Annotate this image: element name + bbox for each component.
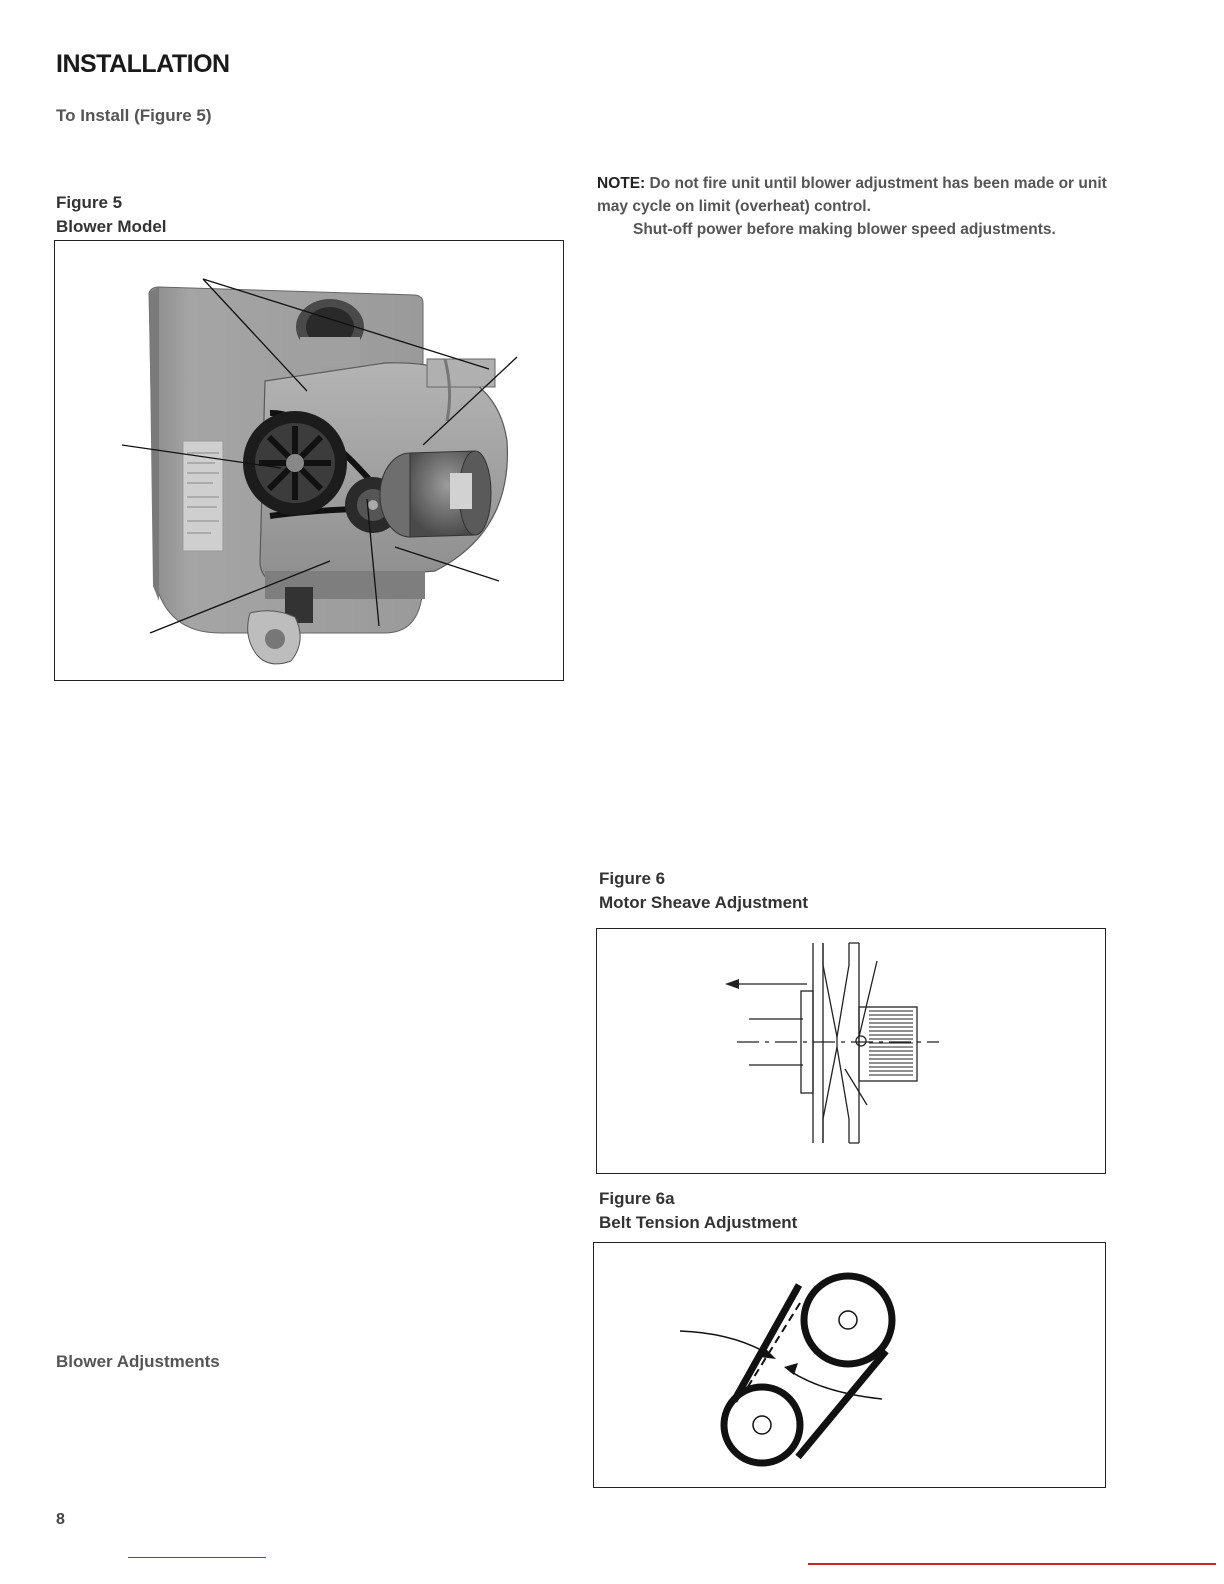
figure5-photo-frame: [54, 240, 564, 681]
link-underline[interactable]: [128, 1557, 266, 1558]
blower-photo-illustration: [55, 241, 563, 680]
figure6-label: [599, 867, 808, 915]
figure6a-label: [599, 1187, 797, 1235]
figure5-label: [56, 191, 167, 239]
figure5-caption: Blower Model: [56, 217, 167, 236]
note-label: NOTE:: [597, 175, 646, 192]
figure6a-number: Figure 6a: [599, 1189, 675, 1208]
footer-rule: [808, 1563, 1216, 1565]
figure6-caption: Motor Sheave Adjustment: [599, 893, 809, 912]
crop-mark: [563, 620, 564, 680]
figure6a-diagram-frame: [593, 1242, 1106, 1488]
note-text: Do not fire unit until blower adjustment has been made or unit may cycle on limit (overheat) control.: [597, 175, 1107, 215]
crop-mark: [563, 567, 564, 579]
note-text-indented: Shut-off power before making blower speed adjustments.: [633, 221, 1056, 238]
figure6-diagram-frame: [596, 928, 1106, 1174]
figure6a-caption: Belt Tension Adjustment: [599, 1213, 798, 1232]
note-block: [597, 172, 1117, 241]
motor-sheave-diagram: [597, 929, 1105, 1173]
belt-tension-diagram: [594, 1243, 1105, 1487]
page-title: INSTALLATION: [56, 50, 230, 78]
figure5-number: Figure 5: [56, 193, 123, 212]
blower-adjustments-heading: Blower Adjustments: [56, 1352, 220, 1371]
install-subheading: To Install (Figure 5): [56, 106, 212, 125]
page-number: 8: [56, 1511, 65, 1528]
figure6-number: Figure 6: [599, 869, 666, 888]
